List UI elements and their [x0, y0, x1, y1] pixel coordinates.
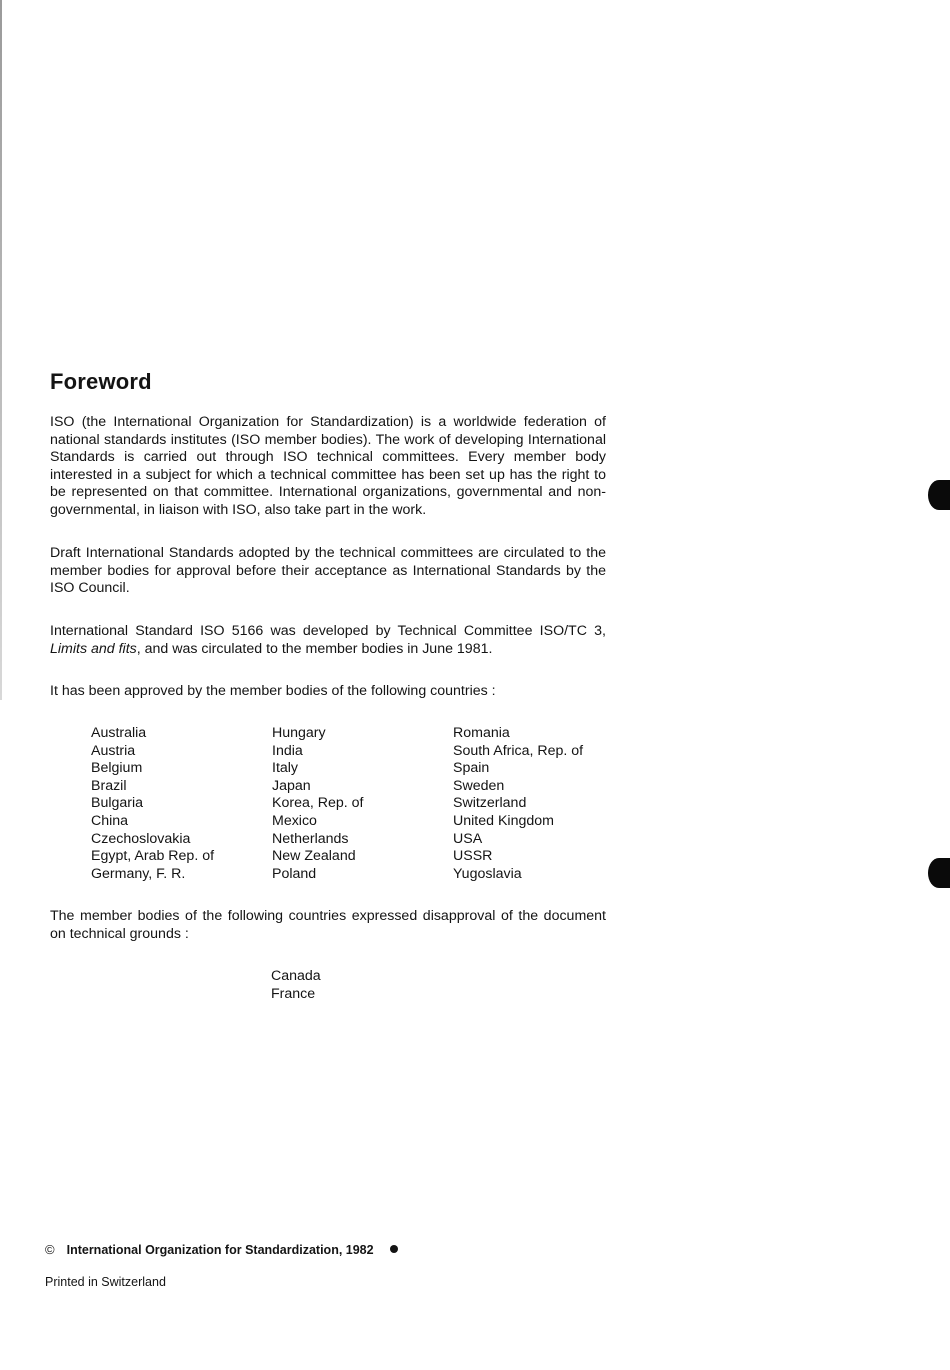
- country-item: South Africa, Rep. of: [453, 742, 584, 759]
- disapproving-countries-list: [271, 968, 321, 1003]
- country-item: Romania: [453, 725, 510, 741]
- page-edge-shadow: [0, 0, 2, 700]
- punch-hole-icon: [928, 858, 950, 888]
- country-item: France: [271, 985, 316, 1002]
- country-item: Belgium: [91, 760, 143, 777]
- country-item: Hungary: [272, 725, 326, 741]
- country-item: Canada: [271, 968, 321, 984]
- foreword-heading: Foreword: [50, 369, 152, 394]
- copyright-icon: ©: [45, 1242, 55, 1257]
- country-item: Spain: [453, 760, 490, 777]
- country-item: Mexico: [272, 812, 317, 829]
- paragraph-disapproval-intro: The member bodies of the following countries expressed disapproval of the document on technical grounds :: [50, 908, 606, 942]
- country-item: USSR: [453, 848, 493, 865]
- country-item: Germany, F. R.: [91, 865, 186, 882]
- country-item: New Zealand: [272, 848, 356, 865]
- copyright-text: International Organization for Standardization, 1982: [66, 1243, 374, 1257]
- punch-hole-icon: [928, 480, 950, 510]
- country-item: Sweden: [453, 777, 505, 794]
- country-item: Bulgaria: [91, 795, 144, 812]
- country-item: Czechoslovakia: [91, 830, 191, 847]
- country-item: Austria: [91, 742, 136, 759]
- country-item: Korea, Rep. of: [272, 795, 364, 812]
- paragraph-standard-development: [50, 623, 606, 658]
- approving-countries-column-3: [453, 725, 583, 883]
- country-item: Egypt, Arab Rep. of: [91, 848, 215, 865]
- approving-countries-column-2: [272, 725, 364, 883]
- country-item: China: [91, 812, 129, 829]
- country-item: United Kingdom: [453, 812, 554, 829]
- country-item: Australia: [91, 725, 147, 741]
- printed-in-note: Printed in Switzerland: [45, 1275, 166, 1289]
- paragraph-draft-standards: Draft International Standards adopted by the technical committees are circulated to the member bodies for approval before their acceptance as International Standards by the ISO Council.: [50, 545, 606, 597]
- copyright-line: [45, 1242, 398, 1257]
- country-item: India: [272, 742, 303, 759]
- standard-development-text: International Standard ISO 5166 was developed by Technical Committee ISO/TC 3,: [50, 623, 606, 639]
- country-item: Italy: [272, 760, 299, 777]
- country-item: Yugoslavia: [453, 865, 522, 882]
- approving-countries-column-1: [91, 725, 214, 883]
- country-item: USA: [453, 830, 483, 847]
- country-item: Poland: [272, 865, 317, 882]
- paragraph-iso-intro: ISO (the International Organization for Standardization) is a worldwide federation of national standards institutes (ISO member bodies). The work of developing International Standards is carried out through ISO technical committees. Every member body interested in a subject for which a technical committee has been set up has the right to be represented on that committee. International organizations, governmental and non-governmental, in liaison with ISO, also take part in the work.: [50, 414, 606, 518]
- country-item: Japan: [272, 777, 311, 794]
- standard-circulation-text: , and was circulated to the member bodies in June 1981.: [136, 640, 493, 657]
- country-item: Netherlands: [272, 830, 349, 847]
- country-item: Switzerland: [453, 795, 527, 812]
- bullet-icon: [390, 1245, 398, 1253]
- country-item: Brazil: [91, 777, 127, 794]
- committee-title: Limits and fits: [50, 640, 137, 657]
- paragraph-approval-intro: It has been approved by the member bodies of the following countries :: [50, 683, 496, 699]
